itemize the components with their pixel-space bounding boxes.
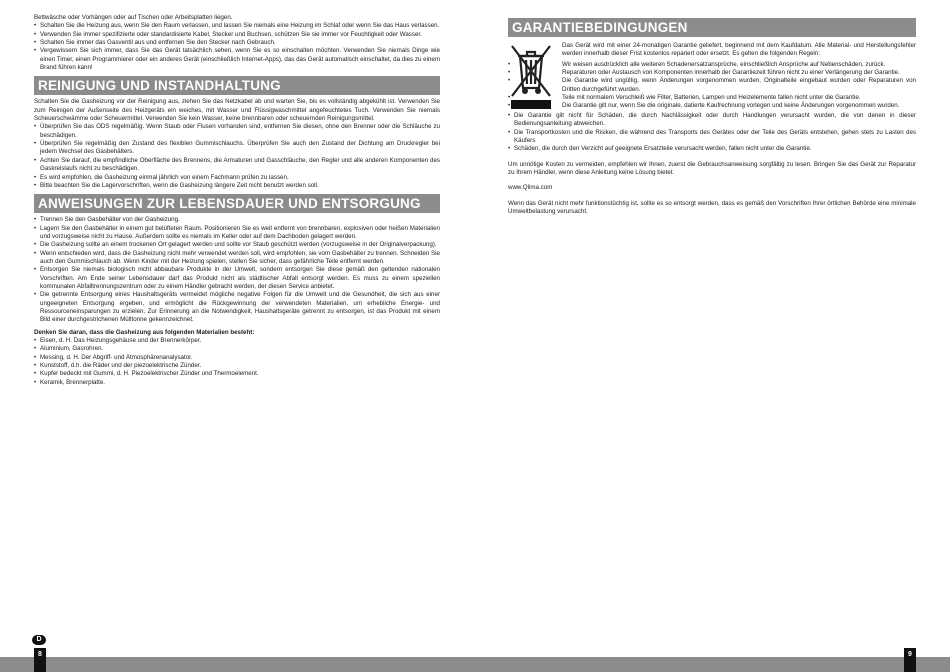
list-item: • Die Garantie gilt nicht für Schäden, die durch Nachlässigkeit oder durch Handlungen verursacht wurden, die von denen in dieser Bedienungsanleitung abweichen. (508, 112, 916, 129)
list-item: • Kunststoff, d.h. die Räder und der piezoelektrische Zünder. (34, 362, 440, 370)
page-number-right: 9 (904, 648, 916, 672)
list-item: • Es wird empfohlen, die Gasheizung einmal jährlich von einem Fachmann prüfen zu lassen. (34, 174, 440, 182)
list-item: • Die getrennte Entsorgung eines Haushaltsgeräts vermeidet mögliche negative Folgen für die Umwelt und die Gesundheit, die sich aus einer ungeeigneten Entsorgung ergeben, und ermöglicht die Rückgewinnung der verwendeten Materialien, um erhebliche Energie- und Ressourceneinsparungen zu erzielen. Zur Erinnerung an die Notwendigkeit, Haushaltsgeräte getrennt zu entsorgen, ist das Produkt mit einem Bild einer durchgestrichenen Mülltonne gekennzeichnet. (34, 291, 440, 324)
section-heading-warranty: GARANTIEBEDINGUNGEN (508, 18, 916, 37)
warranty-bullets (508, 112, 916, 154)
list-item: • Keramik, Brennerplatte. (34, 379, 440, 387)
list-item: • Reparaturen oder Austausch von Komponenten innerhalb der Garantiezeit führen nicht zu einer Verlängerung der Garantie. (508, 69, 916, 77)
list-item: • Kupfer bedeckt mit Gummi, d. H. Piezoelektrischer Zünder und Thermoelement. (34, 370, 440, 378)
materials-heading: Denken Sie daran, dass die Gasheizung aus folgenden Materialien besteht: (34, 328, 255, 336)
list-item: • Wir weisen ausdrücklich alle weiteren Schadenersatzansprüche, einschließlich Ansprüche auf Nebenschäden, zurück. (508, 61, 916, 69)
list-item: • Eisen, d. H. Das Heizungsgehäuse und der Brennerkörper. (34, 337, 440, 345)
list-item: • Die Garantie wird ungültig, wenn Änderungen vorgenommen wurden, Originalteile eingebaut wurden oder Reparaturen von Dritten durchgeführt wurden. (508, 77, 916, 94)
list-item: • Die Transportkosten und die Risiken, die während des Transports des Gerätes oder der Teile des Geräts entstehen, gehen stets zu Lasten des Käufers (508, 129, 916, 146)
right-column (508, 14, 916, 216)
list-item: • Schalten Sie immer das Gasventil aus und entfernen Sie den Stecker nach Gebrauch. (34, 39, 440, 47)
list-item: • Aluminium, Gasrohren. (34, 345, 440, 353)
website-link[interactable]: www.Qlima.com (508, 184, 553, 192)
left-column (34, 14, 440, 387)
list-item: • Trennen Sie den Gasbehälter von der Gasheizung. (34, 216, 440, 224)
section-heading-disposal: ANWEISUNGEN ZUR LEBENSDAUER UND ENTSORGUNG (34, 194, 440, 213)
list-item: • Lagern Sie den Gasbehälter in einem gut belüfteten Raum. Positionieren Sie es weit entfernt von brennbaren, explosiven oder heißen Materialien und vorzugsweise nicht zu Hause. Außerdem sollte es niemals im Keller oder auf dem Dachboden gelagert werden. (34, 225, 440, 242)
weee-block (508, 40, 916, 111)
list-item: • Bitte beachten Sie die Lagervorschriften, wenn die Gasheizung längere Zeit nicht benutzt werden soll. (34, 182, 440, 190)
list-item: • Entsorgen Sie niemals biologisch nicht abbaubare Produkte in der Umwelt, sondern entsorgen Sie diese gemäß den geltenden nationalen Vorschriften. Am Ende seiner Lebensdauer darf das Produkt nicht als städtischer Abfall entsorgt werden. Es muss zu einem speziellen kommunalen Abfalltrennungszentrum oder zu einem Händler gebracht werden, der diesen Service anbietet. (34, 266, 440, 291)
cleaning-bullets (34, 123, 440, 190)
list-item: • Überprüfen Sie regelmäßig den Zustand des flexiblen Gummischlauchs. Überprüfen Sie auch den Zustand der Dichtung am Druckregler bei jedem Wechsel des Gasbehälters. (34, 140, 440, 157)
list-item: • Messing, d. H. Der Abgriff- und Atmosphärenanalysator. (34, 354, 440, 362)
disposal-paragraph: Wenn das Gerät nicht mehr funktionstüchtig ist, sollte es so entsorgt werden, dass es gemäß den Vorschriften Ihrer örtlichen Behörde eine minimale Umweltbelastung verursacht. (508, 199, 916, 216)
list-item: • Achten Sie darauf, die empfindliche Oberfläche des Brennens, die Armaturen und Gasschläuche, den Regler und alle anderen Komponenten des Gaskreislaufs nicht zu beschädigen. (34, 157, 440, 174)
list-item: • Schalten Sie die Heizung aus, wenn Sie den Raum verlassen, und lassen Sie niemals eine Heizung im Schlaf oder wenn Sie das Haus verlassen. (34, 22, 440, 30)
list-item: • Vergewissern Sie sich immer, dass Sie das Gerät tatsächlich sehen, wenn Sie es so einschalten möchten. Verwenden Sie niemals Dinge wie einen Timer, einen Programmierer oder ein anderes Gerät (einschließlich Internet-Apps), das das Gerät automatisch einschaltet, da dies zu einem Brand führen kann! (34, 47, 440, 72)
footer-bar (0, 657, 950, 672)
list-item: • Die Gasheizung sollte an einem trockenen Ort gelagert werden und sollte vor Staub geschützt werden (vorzugsweise in der Originalverpackung). (34, 241, 440, 249)
intro-line: Bettwäsche oder Vorhängen oder auf Tischen oder Arbeitsplatten liegen. (34, 14, 233, 21)
materials-list (34, 337, 440, 387)
page-number-left: 8 (34, 648, 46, 672)
language-badge: D (32, 635, 46, 645)
advice-paragraph: Um unnötige Kosten zu vermeiden, empfehlen wir Ihnen, zuerst die Gebrauchsanweisung sorgfältig zu lesen. Bringen Sie das Gerät zur Reparatur zu Ihrem Händler, wenn diese Anleitung keine Lösung bietet. (508, 160, 916, 177)
list-item: • Teile mit normalem Verschleiß wie Filter, Batterien, Lampen und Heizelemente fallen nicht unter die Garantie. (508, 94, 916, 102)
list-item: • Wenn entschieden wird, dass die Gasheizung nicht mehr verwendet werden soll, wird empfohlen, sie vom Gasbehälter zu trennen. Schneiden Sie auch den Gummischlauch ab. Wenn Kinder mit der Heizung spielen, stellen Sie sicher, dass gefährliche Teile entfernt werden. (34, 250, 440, 267)
intro-bullets (34, 22, 440, 72)
disposal-bullets (34, 216, 440, 324)
section-heading-cleaning: REINIGUNG UND INSTANDHALTUNG (34, 76, 440, 95)
list-item: • Überprüfen Sie das ODS regelmäßig. Wenn Staub oder Flusen vorhanden sind, entfernen Sie diesen, ohne den Brenner oder die Schläuche zu beschädigen. (34, 123, 440, 140)
warranty-intro: Das Gerät wird mit einer 24-monatigen Garantie geliefert, beginnend mit dem Kaufdatum. Alle Material- und Herstellungsfehler werden innerhalb dieser Frist kostenlos repariert oder ersetzt. Es gelten die folgenden Regeln: (562, 42, 916, 58)
list-item: • Die Garantie gilt nur, wenn Sie die originale, datierte Kaufrechnung vorlegen und keine Änderungen vorgenommen wurden. (508, 102, 916, 110)
cleaning-paragraph: Schalten Sie die Gasheizung vor der Reinigung aus, ziehen Sie das Netzkabel ab und warten Sie, bis es vollständig abgekühlt ist. Verwenden Sie zum Reinigen der Außenseite des Heizgeräts ein weiches, mit Wasser und Flüssigwaschmittel angefeuchtetes Tuch. Verwenden Sie niemals Scheuerschwämme oder Scheuermittel. Verwenden Sie kein Wasser, keine brennbaren oder scheuernden Reinigungsmittel. (34, 98, 440, 123)
list-item: • Verwenden Sie immer spezifizierte oder standardisierte Kabel, Stecker und Buchsen, schützen Sie sie immer vor Feuchtigkeit oder Wasser. (34, 31, 440, 39)
list-item: • Schäden, die durch den Verzicht auf geeignete Ersatzteile verursacht werden, fallen nicht unter die Garantie. (508, 145, 916, 153)
warranty-inset-bullets (508, 61, 916, 111)
